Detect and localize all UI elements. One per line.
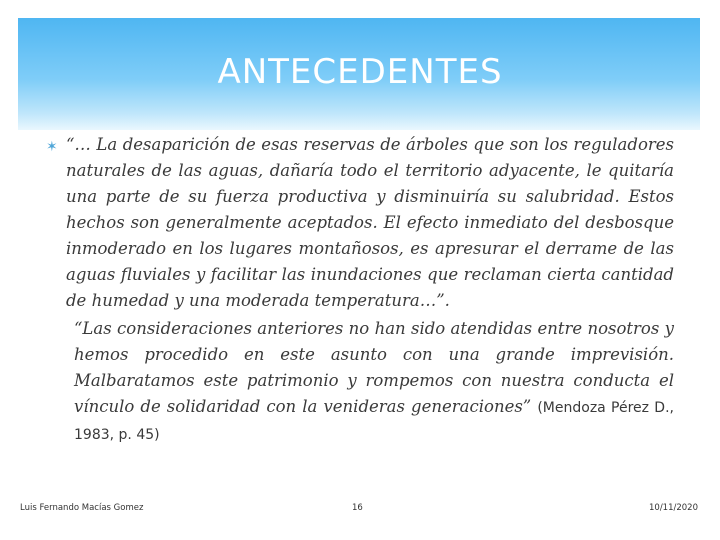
footer-page-number: 16 [352, 503, 363, 513]
slide-body [48, 132, 674, 448]
slide-title: ANTECEDENTES [217, 52, 503, 92]
footer-date: 10/11/2020 [649, 503, 698, 513]
citation: (Mendoza Pérez D., 1983, p. 45) [74, 400, 674, 443]
star-bullet-icon: ✶ [46, 139, 58, 155]
quote-paragraph-1: “… La desaparición de esas reservas de árboles que son los reguladores naturales de las aguas, dañaría todo el territorio adyacente, le quitaría una parte de su fuerza productiva y disminuiría su salubridad. Estos hechos son generalmente aceptados. El efecto inmediato del desbosque inmoderado en los lugares montañosos, es apresurar el derrame de las aguas fluviales y facilitar las inundaciones que reclaman cierta cantidad de humedad y una moderada temperatura…”. [66, 135, 674, 310]
footer-author: Luis Fernando Macías Gomez [20, 503, 144, 513]
quote-paragraph-2 [74, 316, 674, 448]
quote-paragraph-2-text: “Las consideraciones anteriores no han sido atendidas entre nosotros y hemos procedido en este asunto con una grande imprevisión. Malbaratamos este patrimonio y rompemos con nuestra conducta el vínculo de solidaridad con la venideras generaciones” [74, 319, 674, 416]
